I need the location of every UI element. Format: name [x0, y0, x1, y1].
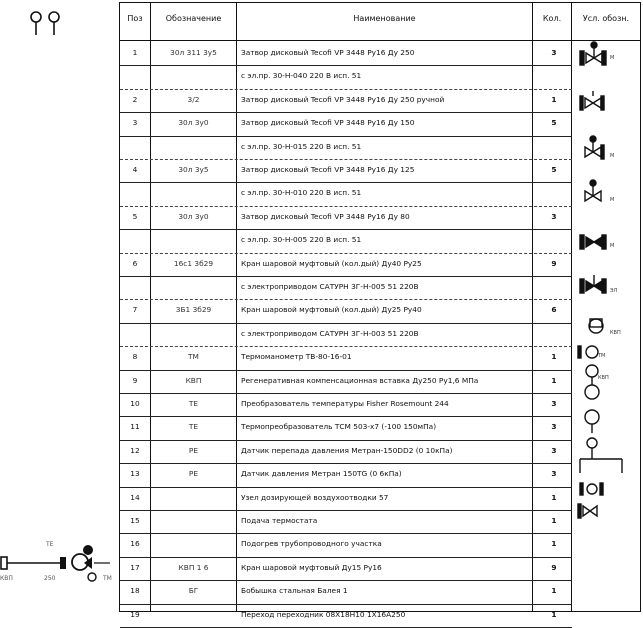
- row-separator: [120, 206, 572, 207]
- row-name: Регенеративная компенсационная вставка Ду250 Ру1,6 МПа: [241, 375, 479, 385]
- header-designation: Обозначение: [165, 14, 222, 23]
- row-pos: 12: [130, 445, 140, 455]
- row-designation: 30л 3у0: [178, 211, 209, 221]
- row-pos: 10: [130, 399, 140, 408]
- row-qty: 9: [551, 562, 557, 572]
- row-name: Термопреобразователь ТСМ 503-х7 (-100 150мПа): [241, 422, 437, 432]
- row-qty: 5: [551, 118, 557, 128]
- row-designation: 16с1 3б29: [173, 258, 214, 268]
- row-name: с электроприводом САТУРН 3Г-H-005 51 220В: [241, 282, 419, 291]
- row-pos: 7: [132, 305, 138, 315]
- row-pos: 4: [132, 165, 138, 174]
- row-designation: РЕ: [188, 445, 199, 455]
- temperature-sensor-icon: [585, 365, 599, 433]
- row-pos: 2: [132, 94, 138, 104]
- row-qty: 3: [551, 211, 557, 221]
- row-separator: [120, 65, 572, 66]
- row-name: Узел дозирующей воздухоотводки 57: [241, 492, 389, 502]
- row-separator: [120, 346, 572, 347]
- row-name: Подача термостата: [241, 516, 318, 525]
- row-designation: ТЕ: [188, 422, 199, 432]
- row-qty: 3: [551, 445, 557, 455]
- row-separator: [120, 229, 572, 230]
- row-name: Кран шаровой муфтовый Ду15 Ру16: [241, 562, 382, 572]
- legend-label-top: ТЕ: [46, 541, 54, 548]
- row-pos: 1: [132, 48, 138, 57]
- pressure-sensor-icon: [580, 438, 622, 473]
- row-designation: 3Б1 3б29: [175, 305, 212, 315]
- row-pos: 14: [130, 492, 140, 502]
- row-name: с электроприводом САТУРН 3Г-H-003 51 220В: [241, 328, 419, 338]
- row-qty: 9: [551, 258, 557, 268]
- row-designation: 30л 3у5: [178, 165, 209, 174]
- row-name: Кран шаровой муфтовый (кол.дый) Ду40 Ру25: [241, 258, 422, 268]
- header-symbol: Усл. обозн.: [582, 14, 630, 23]
- row-name: Затвор дисковый Tecofi VP 3448 Ру16 Ду 125: [241, 165, 415, 174]
- row-separator: [120, 276, 572, 277]
- row-name: с эл.пр. 30-H-015 220 В исп. 51: [241, 141, 362, 151]
- row-pos: 16: [130, 539, 140, 549]
- row-qty: 3: [551, 422, 557, 432]
- row-name: Преобразователь температуры Fisher Rosemount 244: [241, 399, 449, 408]
- row-name: Датчик давления Метран 150TG (0 6кПа): [241, 469, 402, 479]
- row-separator: [120, 159, 572, 160]
- butterfly-valve-small-icon: [580, 235, 606, 249]
- row-pos: 17: [130, 562, 140, 572]
- header-pos: Поз: [127, 14, 143, 23]
- row-designation: ТЕ: [188, 399, 199, 408]
- row-pos: 19: [130, 609, 140, 619]
- butterfly-valve-motor-icon: [580, 42, 606, 65]
- symbols-column: [572, 41, 640, 611]
- row-separator: [120, 253, 572, 254]
- row-separator: [120, 182, 572, 183]
- row-qty: 6: [551, 305, 557, 315]
- butterfly-valve-manual-icon: [580, 91, 604, 110]
- row-qty: 5: [551, 165, 557, 174]
- row-qty: 1: [551, 609, 557, 619]
- header-qty: Кол.: [542, 14, 562, 23]
- symbol-label-r8: ТМ: [598, 353, 606, 359]
- row-separator: [120, 393, 572, 394]
- row-pos: 15: [130, 516, 140, 525]
- ball-valve-electric-icon: [580, 275, 606, 293]
- ball-valve-electric-icon-2: [589, 319, 603, 333]
- row-qty: 1: [551, 94, 557, 104]
- row-name: Затвор дисковый Tecofi VP 3448 Ру16 Ду 150: [241, 118, 415, 128]
- air-vent-icon: [580, 483, 603, 495]
- row-separator: [120, 323, 572, 324]
- legend-label-mid: 250: [44, 575, 56, 582]
- row-pos: 3: [132, 118, 138, 128]
- row-pos: 5: [132, 211, 138, 221]
- row-qty: 1: [551, 586, 557, 596]
- row-name: Затвор дисковый Tecofi VP 3448 Ру16 Ду 250: [241, 48, 415, 57]
- row-separator: [120, 463, 572, 464]
- symbol-label-r1: М: [610, 55, 615, 61]
- row-separator: [120, 136, 572, 137]
- butterfly-valve-motor-icon-2: [585, 136, 604, 159]
- row-designation: БГ: [188, 586, 199, 596]
- row-name: Кран шаровой муфтовый (кол.дый) Ду25 Ру40: [241, 305, 422, 315]
- thermomanometer-icon: [578, 346, 598, 358]
- row-separator: [120, 557, 572, 558]
- row-separator: [120, 580, 572, 581]
- row-designation: КВП: [185, 375, 202, 385]
- row-qty: 1: [551, 539, 557, 549]
- legend-label-left: КВП: [0, 575, 13, 582]
- row-separator: [120, 370, 572, 371]
- row-name: с эл.пр. 30-H-040 220 В исп. 51: [241, 71, 362, 81]
- row-designation: 30л 311 3у5: [170, 48, 217, 57]
- symbol-label-r5: М: [610, 243, 615, 249]
- row-qty: 1: [551, 352, 557, 362]
- specification-table: [119, 2, 641, 619]
- row-separator: [120, 604, 572, 605]
- row-qty: 1: [551, 492, 557, 502]
- row-pos: 9: [132, 375, 138, 385]
- sensor-pair-icon: [28, 10, 68, 36]
- row-designation: КВП 1 6: [178, 562, 209, 572]
- row-pos: 8: [132, 352, 138, 362]
- row-separator: [120, 89, 572, 90]
- row-designation: ТМ: [188, 352, 199, 362]
- row-separator: [120, 510, 572, 511]
- row-designation: 30л 3у0: [178, 118, 209, 128]
- thermostat-icon: [578, 504, 597, 518]
- pipeline-fragment-diagram: [0, 540, 118, 590]
- row-separator: [120, 299, 572, 300]
- row-designation: 3/2: [187, 94, 200, 104]
- row-name: Подогрев трубопроводного участка: [241, 539, 382, 549]
- row-separator: [120, 440, 572, 441]
- row-separator: [120, 487, 572, 488]
- row-separator: [120, 533, 572, 534]
- row-name: Датчик перепада давления Метран-150DD2 (0 10кПа): [241, 445, 453, 455]
- row-qty: 1: [551, 375, 557, 385]
- symbol-label-r3: М: [610, 153, 615, 159]
- symbol-label-r9: КВП: [598, 375, 609, 381]
- row-qty: 1: [551, 516, 557, 525]
- symbol-label-r7: КВП: [610, 330, 621, 336]
- row-name: с эл.пр. 30-H-005 220 В исп. 51: [241, 235, 362, 245]
- row-qty: 3: [551, 48, 557, 57]
- row-pos: 18: [130, 586, 140, 596]
- row-name: Затвор дисковый Tecofi VP 3448 Ру16 Ду 250 ручной: [241, 94, 445, 104]
- header-name: Наименование: [353, 14, 416, 23]
- row-pos: 11: [130, 422, 140, 432]
- symbol-label-r4: М: [610, 197, 615, 203]
- butterfly-valve-motor-icon-3: [585, 180, 601, 201]
- row-name: Термоманометр ТВ-80-16-01: [241, 352, 352, 362]
- row-qty: 3: [551, 399, 557, 408]
- row-pos: 6: [132, 258, 138, 268]
- row-qty: 3: [551, 469, 557, 479]
- legend-label-right: ТМ: [103, 575, 112, 582]
- row-separator: [120, 112, 572, 113]
- row-name: Переход переходник 08Х18Н10 1Х16А250: [241, 609, 406, 619]
- row-name: Бобышка стальная Балея 1: [241, 586, 348, 596]
- row-designation: РЕ: [188, 469, 199, 479]
- symbol-label-r6: ЭЛ: [610, 288, 618, 294]
- row-name: с эл.пр. 30-H-010 220 В исп. 51: [241, 188, 362, 198]
- row-separator: [120, 416, 572, 417]
- row-pos: 13: [130, 469, 140, 479]
- row-name: Затвор дисковый Tecofi VP 3448 Ру16 Ду 80: [241, 211, 410, 221]
